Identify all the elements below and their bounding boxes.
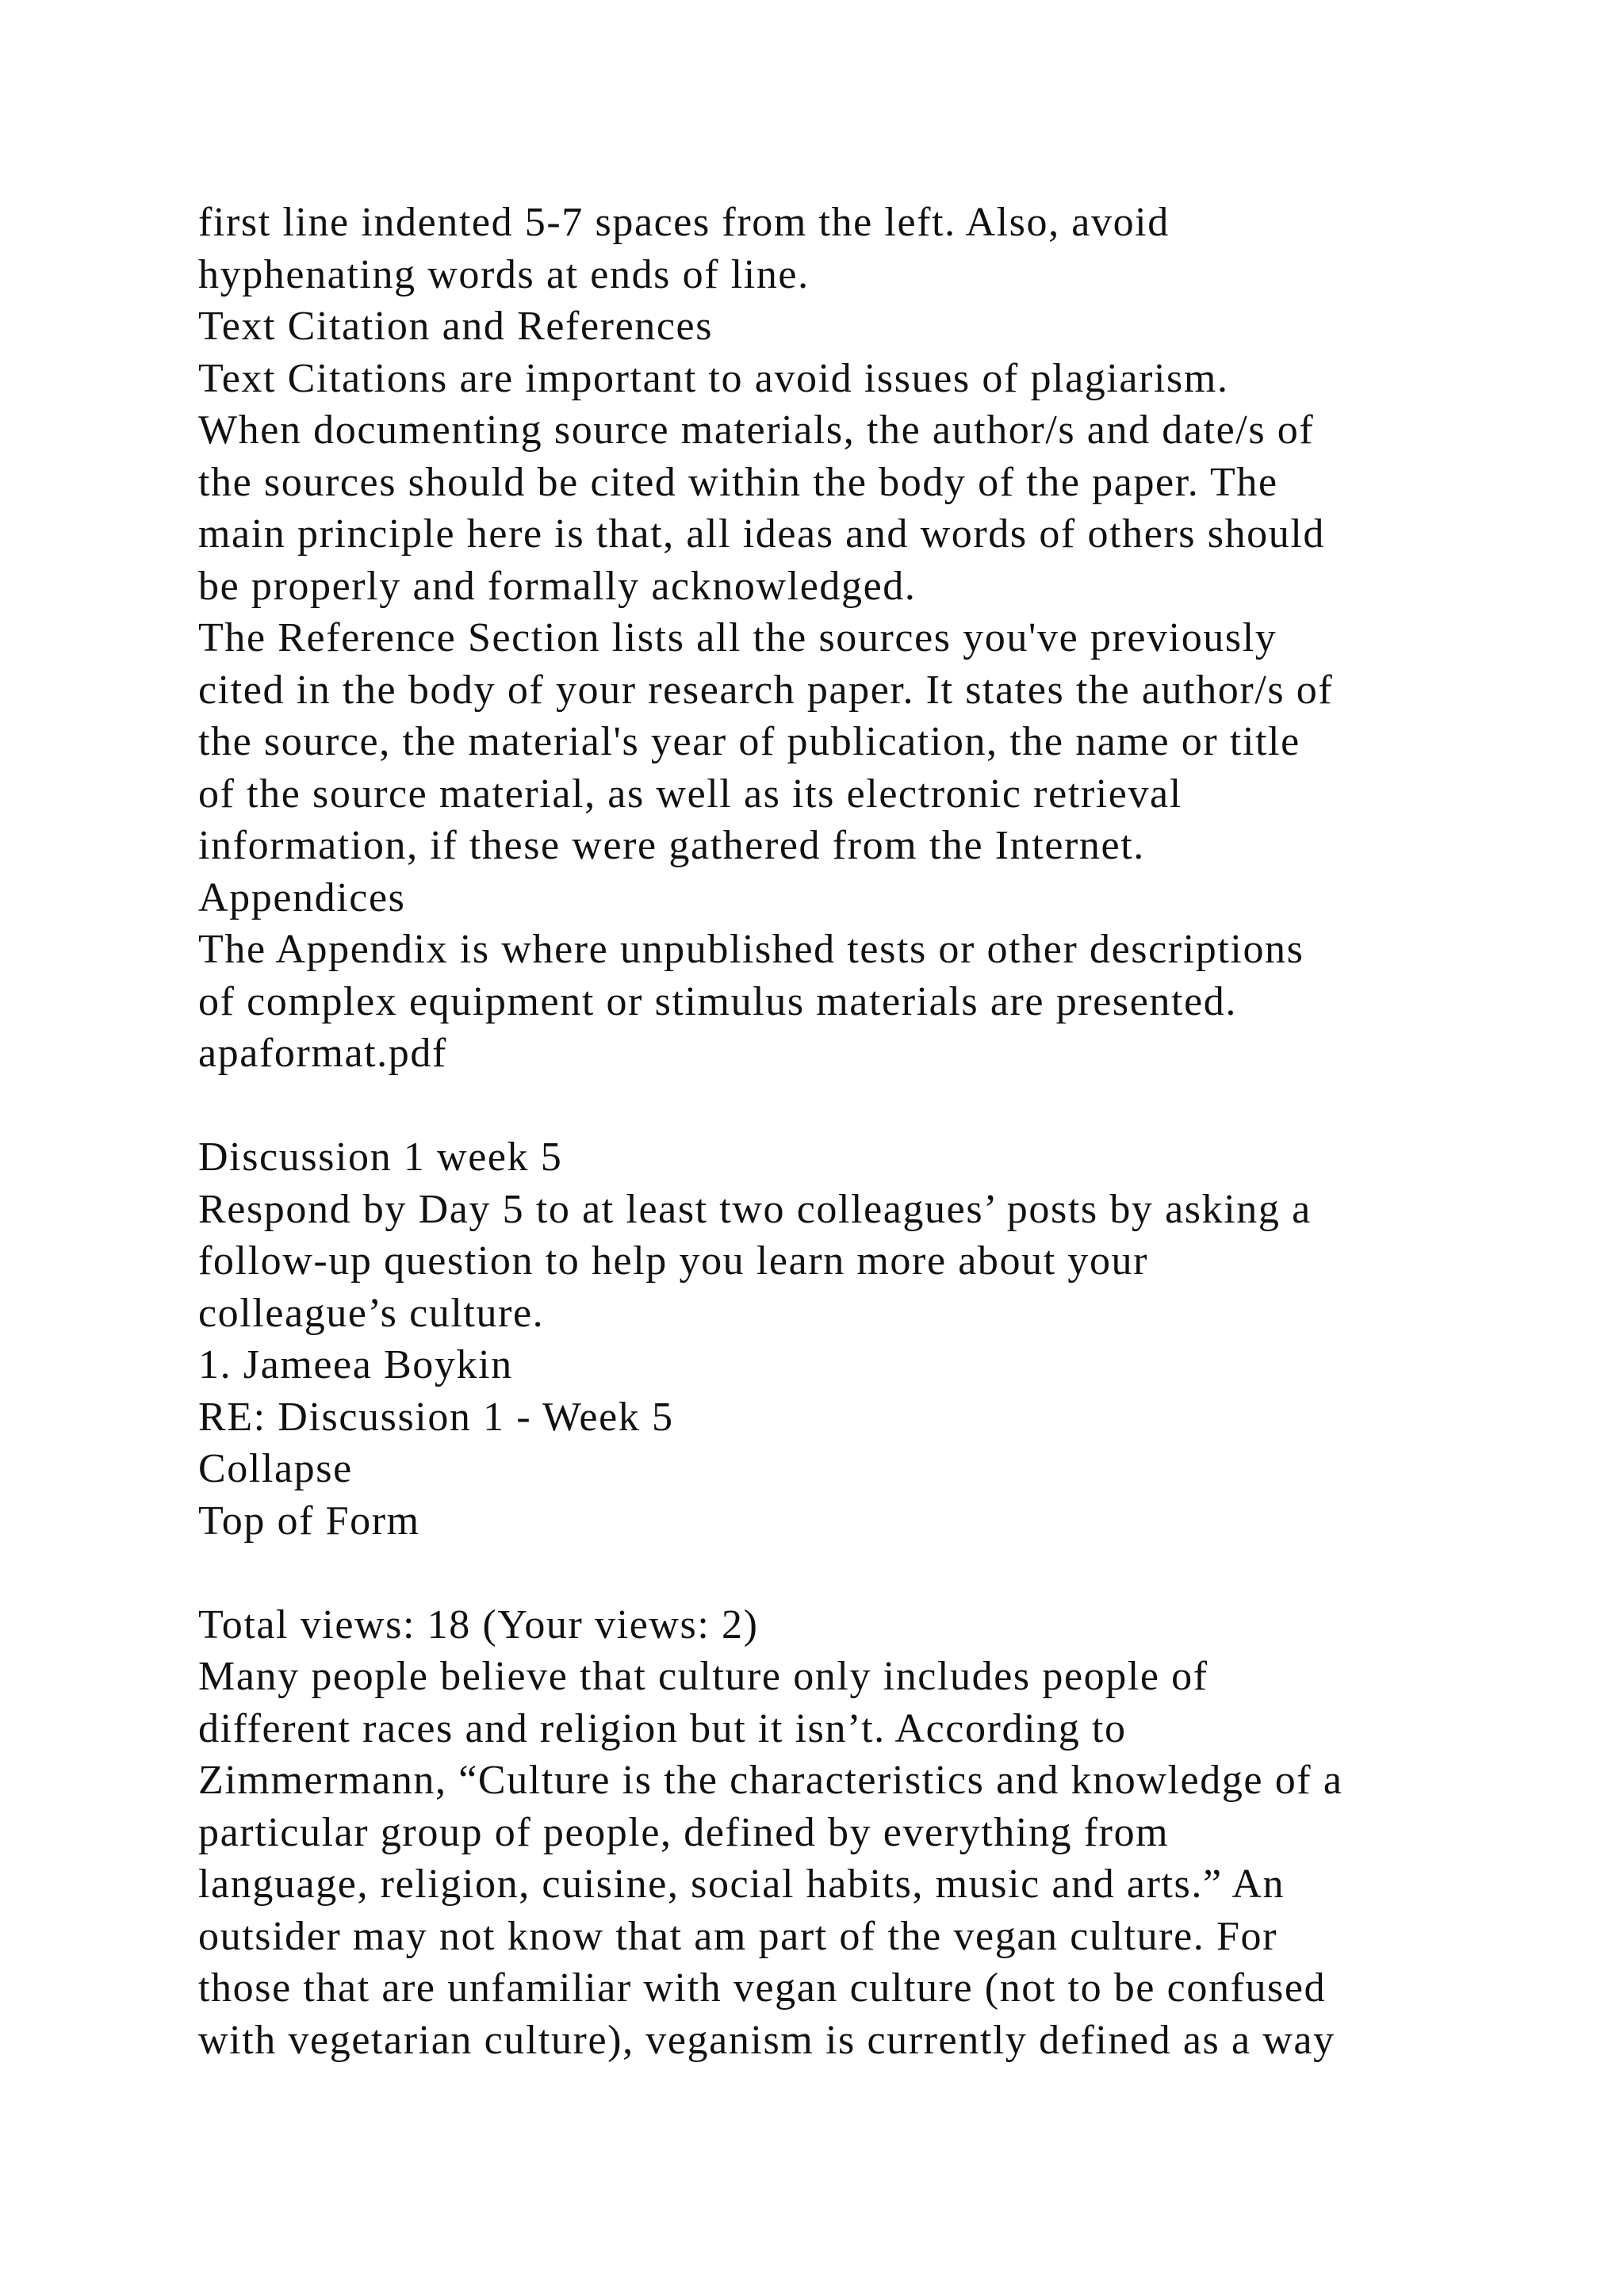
text-line: follow-up question to help you learn more about your [198,1238,1149,1284]
document-body [198,197,1483,2066]
view-count: Total views: 18 (Your views: 2) [198,1601,759,1647]
text-line: Text Citations are important to avoid issues of plagiarism. [198,355,1229,401]
blank-line [198,1547,1483,1599]
text-line: The Appendix is where unpublished tests or other descriptions [198,927,1304,972]
attachment-filename: apaformat.pdf [198,1031,447,1076]
text-line: language, religion, cuisine, social habits, music and arts.” An [198,1862,1285,1907]
blank-line [198,1080,1483,1132]
text-line: of complex equipment or stimulus materials are presented. [198,978,1237,1024]
text-line: particular group of people, defined by everything from [198,1809,1170,1855]
text-line: of the source material, as well as its electronic retrieval [198,771,1182,817]
text-line: The Reference Section lists all the sources you've previously [198,615,1277,660]
text-line: be properly and formally acknowledged. [198,563,917,609]
text-line: information, if these were gathered from the Internet. [198,823,1145,868]
post-author: 1. Jameea Boykin [198,1342,513,1387]
text-line: Many people believe that culture only includes people of [198,1654,1208,1699]
post-subject: RE: Discussion 1 - Week 5 [198,1394,674,1440]
text-line: the source, the material's year of publication, the name or title [198,719,1300,764]
text-line: those that are unfamiliar with vegan culture (not to be confused [198,1965,1327,2011]
text-line: Respond by Day 5 to at least two colleagues’ posts by asking a [198,1186,1312,1232]
section-heading: Appendices [198,874,406,920]
text-line: cited in the body of your research paper. It states the author/s of [198,667,1334,713]
collapse-label: Collapse [198,1446,353,1491]
text-line: the sources should be cited within the body of the paper. The [198,459,1278,505]
discussion-title: Discussion 1 week 5 [198,1135,563,1180]
text-line: different races and religion but it isn’t. According to [198,1705,1127,1751]
text-line: main principle here is that, all ideas and words of others should [198,511,1326,557]
text-line: hyphenating words at ends of line. [198,251,810,297]
form-marker: Top of Form [198,1498,420,1544]
text-line: first line indented 5-7 spaces from the left. Also, avoid [198,200,1170,245]
text-line: colleague’s culture. [198,1290,545,1336]
text-line: Zimmermann, “Culture is the characteristics and knowledge of a [198,1758,1343,1803]
text-line: with vegetarian culture), veganism is currently defined as a way [198,2017,1335,2063]
section-heading: Text Citation and References [198,304,714,349]
text-line: When documenting source materials, the author/s and date/s of [198,408,1315,453]
text-line: outsider may not know that am part of the vegan culture. For [198,1913,1278,1959]
